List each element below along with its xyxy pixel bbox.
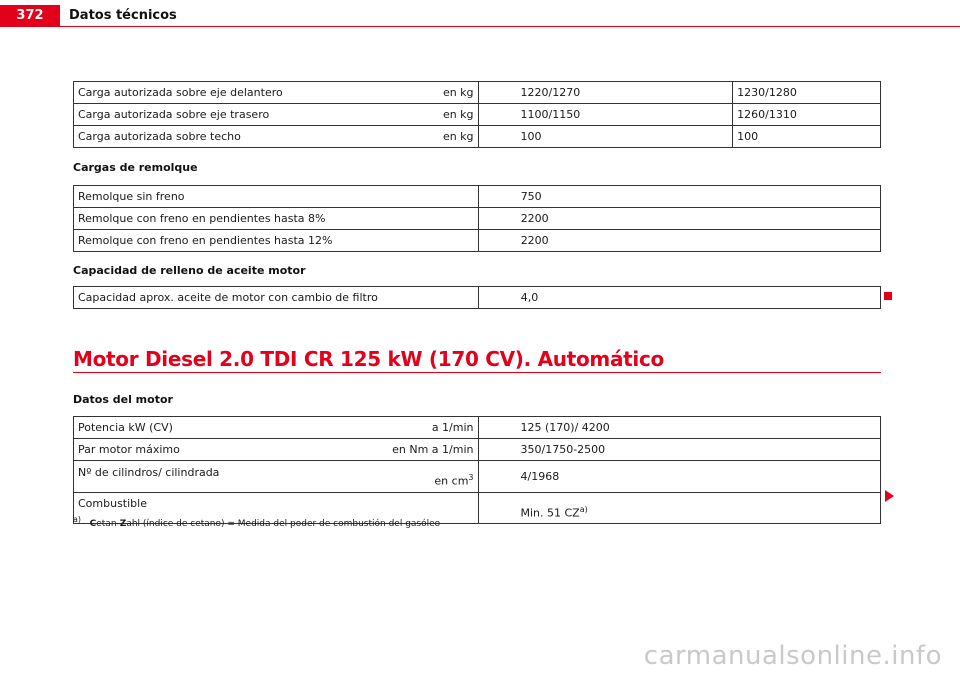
- table-row: [74, 104, 881, 126]
- row-value: 2200: [478, 230, 880, 252]
- row-value: 1220/1270: [478, 82, 733, 104]
- row-unit: en $cm^3$: [434, 473, 474, 488]
- table-row: [74, 461, 881, 493]
- table-row: [74, 287, 881, 309]
- section-title: Motor Diesel 2.0 TDI CR 125 kW (170 CV). Automático: [73, 347, 664, 371]
- footnote: $^{a)}$ Cetan-Zahl (índice de cetano) = Medida del poder de combustión del gasóleo: [73, 515, 441, 529]
- header-rule: [60, 26, 960, 27]
- page-number: 372: [0, 5, 60, 27]
- row-label: Nº de cilindros/ cilindrada en $cm^3$: [74, 461, 479, 493]
- row-unit: en Nm a 1/min: [392, 443, 474, 456]
- engine-heading: Datos del motor: [73, 393, 173, 406]
- table-row: [74, 82, 881, 104]
- trailer-table: [73, 185, 881, 252]
- row-value: 2200: [478, 208, 880, 230]
- row-value: 750: [478, 186, 880, 208]
- row-label: Capacidad aprox. aceite de motor con cambio de filtro: [74, 287, 479, 309]
- table-row: [74, 439, 881, 461]
- row-label: Carga autorizada sobre eje delantero en kg: [74, 82, 479, 104]
- continue-arrow-icon: [885, 490, 894, 502]
- table-row: [74, 208, 881, 230]
- engine-table: [73, 416, 881, 524]
- row-unit: en kg: [442, 86, 474, 99]
- row-unit: en kg: [442, 130, 474, 143]
- loads-table: [73, 81, 881, 148]
- row-value: 125 (170)/ 4200: [478, 417, 881, 439]
- row-value: 100: [478, 126, 733, 148]
- table-row: [74, 230, 881, 252]
- table-row: [74, 126, 881, 148]
- row-unit: a 1/min: [431, 421, 474, 434]
- oil-table: [73, 286, 881, 309]
- table-row: [74, 186, 881, 208]
- page-header: [0, 0, 960, 28]
- row-value: 350/1750-2500: [478, 439, 881, 461]
- row-label: Potencia kW (CV) a 1/min: [74, 417, 479, 439]
- row-label: Combustible: [74, 493, 479, 524]
- row-unit: en kg: [442, 108, 474, 121]
- row-label: Remolque con freno en pendientes hasta 8%: [74, 208, 479, 230]
- oil-heading: Capacidad de relleno de aceite motor: [73, 264, 306, 277]
- row-value: 1100/1150: [478, 104, 733, 126]
- row-value: 4,0: [478, 287, 880, 309]
- row-label: Remolque sin freno: [74, 186, 479, 208]
- end-of-section-icon: [884, 292, 892, 300]
- watermark: carmanualsonline.info: [643, 641, 942, 671]
- row-label: Par motor máximo en Nm a 1/min: [74, 439, 479, 461]
- row-label: Carga autorizada sobre techo en kg: [74, 126, 479, 148]
- row-label: Carga autorizada sobre eje trasero en kg: [74, 104, 479, 126]
- footnote-marker: a): [73, 515, 82, 524]
- trailer-heading: Cargas de remolque: [73, 161, 198, 174]
- row-label: Remolque con freno en pendientes hasta 12%: [74, 230, 479, 252]
- row-value: 1260/1310: [733, 104, 881, 126]
- row-value: 100: [733, 126, 881, 148]
- section-rule: [73, 372, 881, 373]
- table-row: [74, 417, 881, 439]
- row-value: 4/1968: [478, 461, 881, 493]
- row-value: 1230/1280: [733, 82, 881, 104]
- row-value: Min. 51 CZ$^{a)}$: [478, 493, 881, 524]
- page-title: Datos técnicos: [69, 8, 177, 23]
